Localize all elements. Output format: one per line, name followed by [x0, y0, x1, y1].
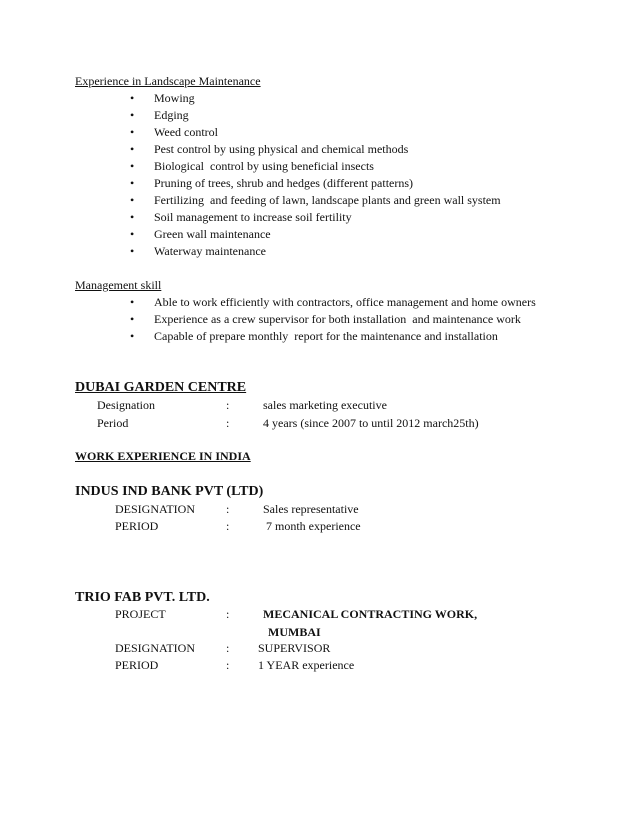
list-item — [130, 125, 218, 140]
list-item — [130, 193, 501, 208]
bullet-icon: • — [130, 227, 135, 241]
list-item — [130, 108, 189, 123]
list-item-text: Edging — [154, 108, 189, 122]
trio-designation-value: SUPERVISOR — [258, 641, 331, 655]
dubai-designation-value: sales marketing executive — [263, 398, 387, 412]
list-item — [130, 329, 498, 344]
list-item — [130, 244, 266, 259]
dubai-period-value: 4 years (since 2007 to until 2012 march25th) — [263, 416, 479, 430]
indus-designation-label: DESIGNATION — [115, 502, 195, 516]
bullet-icon: • — [130, 125, 135, 139]
list-item — [130, 159, 374, 174]
colon: : — [226, 416, 230, 430]
bullet-icon: • — [130, 312, 135, 326]
trio-project-value: MECANICAL CONTRACTING WORK, — [263, 607, 478, 621]
list-item-text: Pest control by using physical and chemical methods — [154, 142, 409, 156]
company-dubai: DUBAI GARDEN CENTRE — [75, 380, 247, 395]
list-item — [130, 295, 536, 310]
dubai-designation-label: Designation — [97, 398, 155, 412]
trio-project-label: PROJECT — [115, 607, 166, 621]
company-indus: INDUS IND BANK PVT (LTD) — [75, 484, 264, 499]
list-item-text: Biological control by using beneficial insects — [154, 159, 374, 173]
list-item-text: Soil management to increase soil fertility — [154, 210, 352, 224]
bullet-icon: • — [130, 176, 135, 190]
colon: : — [226, 607, 230, 621]
landscape-heading: Experience in Landscape Maintenance — [75, 74, 261, 88]
trio-period-label: PERIOD — [115, 658, 159, 672]
bullet-icon: • — [130, 142, 135, 156]
indus-designation-value: Sales representative — [263, 502, 359, 516]
colon: : — [226, 641, 230, 655]
list-item — [130, 142, 408, 157]
bullet-icon: • — [130, 108, 135, 122]
colon: : — [226, 519, 230, 533]
list-item-text: Weed control — [154, 125, 219, 139]
list-item-text: Capable of prepare monthly report for the maintenance and installation — [154, 329, 498, 343]
bullet-icon: • — [130, 295, 135, 309]
list-item-text: Fertilizing and feeding of lawn, landscape plants and green wall system — [154, 193, 501, 207]
colon: : — [226, 658, 230, 672]
dubai-period-label: Period — [97, 416, 129, 430]
bullet-icon: • — [130, 244, 135, 258]
list-item-text: Mowing — [154, 91, 195, 105]
list-item-text: Experience as a crew supervisor for both installation and maintenance work — [154, 312, 521, 326]
list-item — [130, 227, 271, 242]
company-trio: TRIO FAB PVT. LTD. — [75, 590, 210, 605]
list-item-text: Pruning of trees, shrub and hedges (different patterns) — [154, 176, 414, 190]
list-item-text: Green wall maintenance — [154, 227, 271, 241]
trio-project-location: MUMBAI — [268, 625, 321, 639]
bullet-icon: • — [130, 159, 135, 173]
list-item — [130, 91, 195, 106]
colon: : — [226, 398, 230, 412]
bullet-icon: • — [130, 329, 135, 343]
indus-period-label: PERIOD — [115, 519, 159, 533]
indus-period-value: 7 month experience — [263, 519, 361, 533]
bullet-icon: • — [130, 210, 135, 224]
list-item-text: Waterway maintenance — [154, 244, 266, 258]
list-item — [130, 210, 352, 225]
trio-designation-label: DESIGNATION — [115, 641, 195, 655]
management-heading: Management skill — [75, 278, 162, 292]
colon: : — [226, 502, 230, 516]
list-item — [130, 176, 413, 191]
list-item-text: Able to work efficiently with contractors, office management and home owners — [154, 295, 536, 309]
bullet-icon: • — [130, 193, 135, 207]
india-heading: WORK EXPERIENCE IN INDIA — [75, 449, 251, 463]
trio-period-value: 1 YEAR experience — [258, 658, 355, 672]
bullet-icon: • — [130, 91, 135, 105]
list-item — [130, 312, 521, 327]
